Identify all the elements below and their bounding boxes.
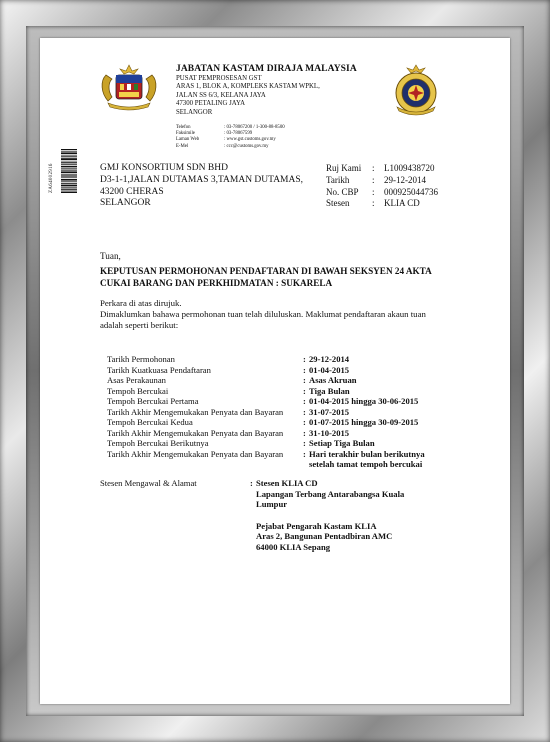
contact-block (176, 125, 285, 150)
reference-row (326, 175, 438, 187)
detail-row (107, 449, 449, 470)
contact-value: : www.gst.customs.gov.my (224, 137, 276, 143)
detail-row (107, 375, 449, 386)
reference-row (326, 187, 438, 199)
contact-row (176, 144, 285, 150)
detail-row (107, 438, 449, 449)
detail-row (107, 386, 449, 397)
letter-page (40, 38, 510, 704)
colon: : (303, 448, 306, 459)
station-value (256, 478, 436, 552)
barcode-number: ZA64002916 (49, 163, 54, 193)
detail-label: Tarikh Permohonan (107, 354, 175, 364)
contact-value: : ccc@customs.gov.my (224, 143, 269, 149)
detail-row (107, 428, 449, 439)
colon: : (303, 427, 306, 438)
customs-emblem-logo (387, 63, 445, 119)
spacer (256, 510, 436, 521)
colon: : (303, 375, 306, 385)
detail-label: Asas Perakaunan (107, 375, 166, 385)
detail-value: 29-12-2014 (309, 354, 350, 364)
address-line: ARAS 1, BLOK A, KOMPLEKS KASTAM WPKL, (176, 83, 320, 91)
colon: : (303, 417, 306, 427)
contact-label: E-Mel (176, 143, 189, 149)
agency-title: JABATAN KASTAM DIRAJA MALAYSIA (176, 64, 357, 74)
body-paragraph: Perkara di atas dirujuk. (100, 298, 182, 308)
detail-label: Tempoh Bercukai Berikutnya (107, 438, 209, 448)
reference-value: 000925044736 (384, 186, 438, 197)
office-line: 64000 KLIA Sepang (256, 541, 331, 552)
reference-value: L1009438720 (384, 163, 435, 173)
reference-row (326, 198, 438, 210)
address-line: SELANGOR (176, 108, 213, 116)
colon: : (372, 163, 375, 173)
colon: : (303, 438, 306, 448)
detail-label: Tarikh Akhir Mengemukakan Penyata dan Bayaran (107, 427, 284, 438)
letter-body (100, 298, 450, 330)
station-place: Lapangan Terbang Antarabangsa Kuala Lumpur (256, 488, 405, 509)
detail-row (107, 365, 449, 376)
controlling-station (100, 478, 436, 552)
detail-label: Tarikh Akhir Mengemukakan Penyata dan Bayaran (107, 406, 284, 417)
reference-label: Tarikh (326, 174, 350, 185)
colon: : (372, 174, 375, 185)
detail-value: Tiga Bulan (309, 385, 350, 396)
contact-label: Telefon (176, 125, 191, 130)
colon: : (303, 406, 306, 417)
contact-label: Laman Web (176, 137, 200, 143)
malaysia-coat-of-arms-logo (98, 63, 160, 113)
colon: : (372, 186, 375, 197)
office-line: Aras 2, Bangunan Pentadbiran AMC (256, 531, 393, 541)
recipient-line: SELANGOR (100, 198, 151, 209)
reference-value: KLIA CD (384, 198, 420, 209)
colon: : (250, 478, 253, 488)
agency-address (176, 75, 357, 117)
reference-value: 29-12-2014 (384, 174, 426, 185)
contact-value: : 03-78067599 (224, 131, 253, 137)
detail-row (107, 417, 449, 428)
address-line: 47300 PETALING JAYA (176, 100, 246, 108)
recipient-address (100, 163, 303, 210)
address-line: PUSAT PEMPROSESAN GST (176, 75, 262, 82)
reference-row (326, 163, 438, 175)
colon: : (303, 385, 306, 396)
reference-label: Stesen (326, 198, 350, 209)
station-label: Stesen Mengawal & Alamat (100, 478, 197, 488)
detail-row (107, 396, 449, 407)
recipient-line: D3-1-1,JALAN DUTAMAS 3,TAMAN DUTAMAS, (100, 174, 304, 185)
detail-value: Hari terakhir bulan berikutnya setelah tamat tempoh bercukai (309, 448, 425, 469)
reference-block (326, 163, 438, 210)
detail-label: Tempoh Bercukai Kedua (107, 417, 193, 427)
detail-value: 01-07-2015 hingga 30-09-2015 (309, 417, 419, 427)
reference-label: Ruj Kami (326, 163, 362, 173)
reference-label: No. CBP (326, 186, 359, 197)
detail-label: Tarikh Kuatkuasa Pendaftaran (107, 364, 211, 375)
recipient-line: 43200 CHERAS (100, 186, 164, 197)
colon: : (303, 364, 306, 375)
detail-label: Tarikh Akhir Mengemukakan Penyata dan Bayaran (107, 448, 284, 459)
office-line: Pejabat Pengarah Kastam KLIA (256, 520, 377, 531)
address-line: JALAN SS 6/3, KELANA JAYA (176, 91, 266, 99)
recipient-line: GMJ KONSORTIUM SDN BHD (100, 163, 228, 173)
body-paragraph: Dimaklumkan bahawa permohonan tuan telah diluluskan. Maklumat pendaftaran akaun tuan adalah seperti berikut: (100, 308, 426, 330)
detail-label: Tempoh Bercukai Pertama (107, 396, 199, 406)
station-name: Stesen KLIA CD (256, 478, 318, 488)
detail-value: 31-07-2015 (309, 406, 350, 417)
colon: : (303, 354, 306, 364)
subject-heading: KEPUTUSAN PERMOHONAN PENDAFTARAN DI BAWAH SEKSYEN 24 AKTA CUKAI BARANG DAN PERKHIDMATAN : SUKARELA (100, 266, 432, 288)
colon: : (372, 198, 375, 209)
detail-value: Setiap Tiga Bulan (309, 438, 375, 448)
detail-value: 01-04-2015 (309, 364, 350, 375)
colon: : (303, 396, 306, 406)
detail-value: 31-10-2015 (309, 427, 350, 438)
detail-label: Tempoh Bercukai (107, 385, 169, 396)
salutation: Tuan, (100, 251, 121, 261)
detail-row (107, 407, 449, 418)
registration-details (107, 354, 449, 470)
contact-label: Faksimile (176, 131, 195, 137)
barcode-graphic (61, 149, 77, 193)
detail-value: Asas Akruan (309, 375, 357, 385)
detail-value: 01-04-2015 hingga 30-06-2015 (309, 396, 419, 406)
detail-row (107, 354, 449, 365)
contact-value: : 03-78067200 / 1-300-88-8500 (224, 125, 285, 130)
letterhead (176, 64, 357, 117)
